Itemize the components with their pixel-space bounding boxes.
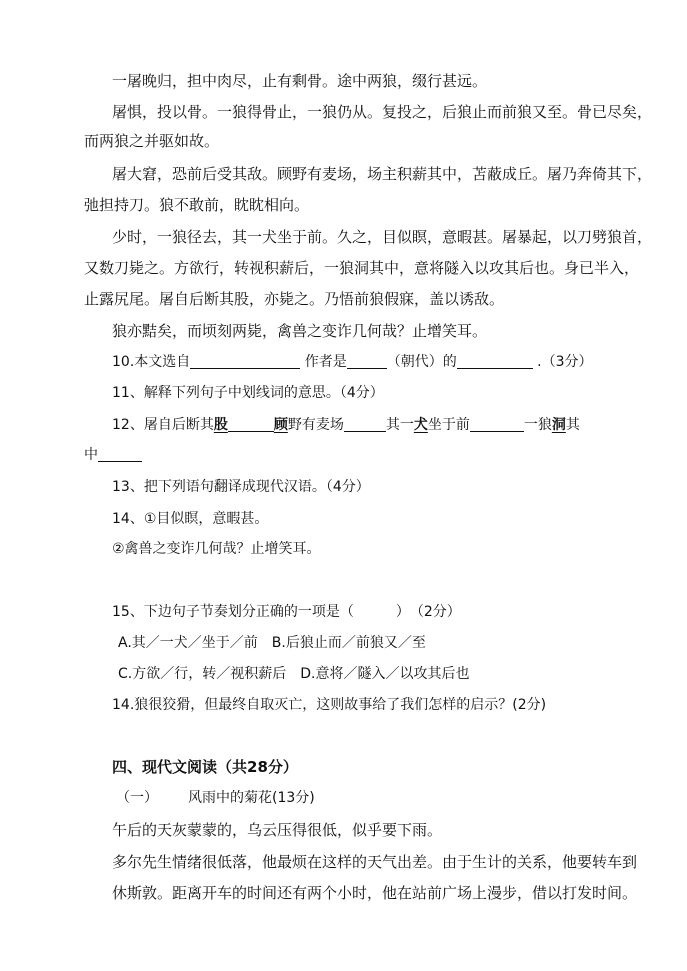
question-11: 11、解释下列句子中划线词的意思。（4分）: [112, 385, 384, 401]
question-12-phrase-5: 一狼: [523, 417, 552, 433]
underlined-word-dong: 洞: [551, 417, 566, 433]
answer-blank-dong[interactable]: [98, 445, 142, 462]
question-10-part-d: .（3分）: [532, 354, 593, 370]
underlined-word-quan: 犬: [413, 417, 428, 433]
question-12-phrase-6: 其: [565, 417, 580, 433]
answer-blank-source[interactable]: [190, 352, 300, 369]
passage-para-4-line-1: 少时，一狼径去，其一犬坐于前。久之，目似瞑，意暇甚。屠暴起，以刀劈狼首，: [112, 228, 653, 246]
question-13: 13、把下列语句翻译成现代汉语。（4分）: [112, 479, 370, 495]
passage-para-4-line-3: 止露尻尾。屠自后断其股，亦毙之。乃悟前狼假寐，盖以诱敌。: [84, 290, 505, 308]
answer-blank-author[interactable]: [457, 352, 533, 369]
question-15-options-row-2: C.方欲／行，转／视积薪后 D.意将／隧入／以攻其后也: [118, 666, 470, 682]
underlined-word-gu: 股: [213, 417, 228, 433]
question-12-line-2: [84, 444, 614, 466]
subsection-title: 风雨中的菊花(13分): [188, 790, 315, 806]
question-12-phrase-7: 中: [84, 447, 98, 463]
question-12-line-1: [112, 414, 642, 436]
question-10-part-b: 作者是: [300, 354, 347, 370]
question-10: [112, 351, 642, 373]
question-15-stem: 15、下边句子节奏划分正确的一项是（ ） （2分）: [112, 604, 461, 620]
passage-para-2-line-1: 屠惧，投以骨。一狼得骨止，一狼仍从。复投之，后狼止而前狼又至。骨已尽矣，: [112, 103, 653, 121]
reading-para-2-line-2: 休斯敦。距离开车的时间还有两个小时，他在站前广场上漫步，借以打发时间。: [112, 884, 638, 902]
answer-blank-quan[interactable]: [470, 415, 524, 432]
question-16: 14.狼很狡猾，但最终自取灭亡，这则故事给了我们怎样的启示？(2分): [112, 697, 547, 713]
question-14-item-2: ②禽兽之变诈几何哉？止增笑耳。: [112, 541, 321, 557]
question-12-prefix: 12、屠自后断其: [112, 417, 214, 433]
reading-para-2-line-1: 多尔先生情绪很低落，他最烦在这样的天气出差。由于生计的关系，他要转车到: [112, 853, 638, 871]
passage-para-2-line-2: 而两狼之并驱如故。: [84, 132, 220, 150]
answer-blank-gu[interactable]: [228, 415, 274, 432]
question-10-part-a: 10.本文选自: [112, 354, 191, 370]
underlined-word-gu2: 顾: [273, 417, 288, 433]
reading-para-1: 午后的天灰蒙蒙的，乌云压得很低，似乎要下雨。: [112, 821, 443, 839]
question-15-options-row-1: A.其／一犬／坐于／前 B.后狼止而／前狼又／至: [118, 635, 426, 651]
section-4-heading: 四、现代文阅读（共28分）: [112, 758, 298, 776]
answer-blank-dynasty[interactable]: [347, 352, 387, 369]
passage-para-5: 狼亦黠矣，而顷刻两毙，禽兽之变诈几何哉？止增笑耳。: [112, 322, 488, 340]
question-14-item-1: 14、①目似瞑，意暇甚。: [112, 511, 269, 527]
question-12-phrase-3: 其一: [385, 417, 414, 433]
question-12-phrase-2: 野有麦场: [287, 417, 344, 433]
subsection-label: （一）: [116, 790, 158, 806]
question-12-phrase-4: 坐于前: [427, 417, 470, 433]
passage-para-4-line-2: 又数刀毙之。方欲行，转视积薪后，一狼洞其中，意将隧入以攻其后也。身已半入，: [84, 259, 640, 277]
passage-para-1: 一屠晚归，担中肉尽，止有剩骨。途中两狼，缀行甚远。: [112, 72, 488, 90]
question-10-part-c: （朝代）的: [386, 354, 457, 370]
answer-blank-gu2[interactable]: [344, 415, 386, 432]
passage-para-3-line-1: 屠大窘，恐前后受其敌。顾野有麦场，场主积薪其中，苫蔽成丘。屠乃奔倚其下，: [112, 165, 653, 183]
passage-para-3-line-2: 弛担持刀。狼不敢前，眈眈相向。: [84, 196, 310, 214]
